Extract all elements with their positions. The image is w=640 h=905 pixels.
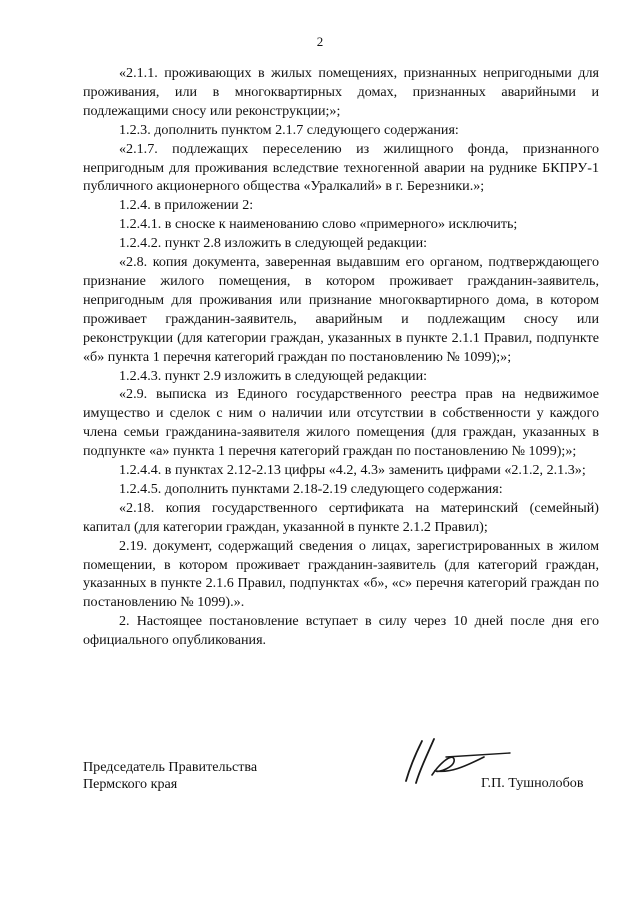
paragraph-1-2-4-5: 1.2.4.5. дополнить пунктами 2.18-2.19 следующего содержания:	[119, 480, 503, 497]
signatory-title	[83, 759, 257, 793]
page-number: 2	[316, 34, 324, 49]
document-body	[83, 64, 599, 650]
paragraph-2-1-1: «2.1.1. проживающих в жилых помещениях, признанных непригодными для проживания, или в многоквартирных домах, признанных аварийными и подлежащими сносу или реконструкции;»;	[83, 65, 599, 119]
paragraph-1-2-4-1: 1.2.4.1. в сноске к наименованию слово «примерного» исключить;	[119, 216, 518, 233]
paragraph-1-2-4-4: 1.2.4.4. в пунктах 2.12-2.13 цифры «4.2, 4.3» заменить цифрами «2.1.2, 2.1.3»;	[119, 462, 586, 479]
signatory-title-line1: Председатель Правительства	[83, 759, 258, 775]
paragraph-2-19: 2.19. документ, содержащий сведения о лицах, зарегистрированных в жилом помещении, в котором проживает гражданин-заявитель (для категорий граждан, указанных в пункте 2.1.6 Правил, подпунктах «б», «с» перечня категорий граждан по постановлению № 1099).».	[83, 537, 599, 611]
paragraph-effective-date: 2. Настоящее постановление вступает в силу через 10 дней после дня его официального опубликования.	[83, 613, 599, 649]
paragraph-2-8: «2.8. копия документа, заверенная выдавшим его органом, подтверждающего признание жилого помещения, в котором проживает гражданин-заявитель, непригодным для проживания или признание многоквартирного дома, в котором проживает гражданин-заявитель, аварийным и подлежащим сносу или реконструкции (для категории граждан, указанных в пункте 2.1.1 Правил, подпункте «б» пункта 1 перечня категорий граждан по постановлению № 1099);»;	[83, 254, 599, 365]
paragraph-2-18: «2.18. копия государственного сертификата на материнский (семейный) капитал (для категории граждан, указанной в пункте 2.1.2 Правил);	[83, 499, 599, 535]
paragraph-1-2-4-3: 1.2.4.3. пункт 2.9 изложить в следующей редакции:	[119, 367, 428, 384]
paragraph-2-9: «2.9. выписка из Единого государственного реестра прав на недвижимое имущество и сделок с ним о наличии или отсутствии в собственности у каждого члена семьи гражданина-заявителя жилого помещения (для граждан, указанных в подпункте «а» пункта 1 перечня категорий граждан по постановлению № 1099);»;	[83, 386, 599, 460]
paragraph-1-2-4-2: 1.2.4.2. пункт 2.8 изложить в следующей редакции:	[119, 235, 428, 252]
paragraph-1-2-4: 1.2.4. в приложении 2:	[119, 197, 254, 214]
signatory-title-line2: Пермского края	[83, 776, 178, 792]
paragraph-1-2-3: 1.2.3. дополнить пунктом 2.1.7 следующего содержания:	[119, 121, 459, 138]
paragraph-2-1-7: «2.1.7. подлежащих переселению из жилищного фонда, признанного непригодным для проживания вследствие техногенной аварии на руднике БКПРУ-1 публичного акционерного общества «Уралкалий» в г. Березники.»;	[83, 140, 599, 195]
signatory-name: Г.П. Тушнолобов	[481, 775, 584, 791]
